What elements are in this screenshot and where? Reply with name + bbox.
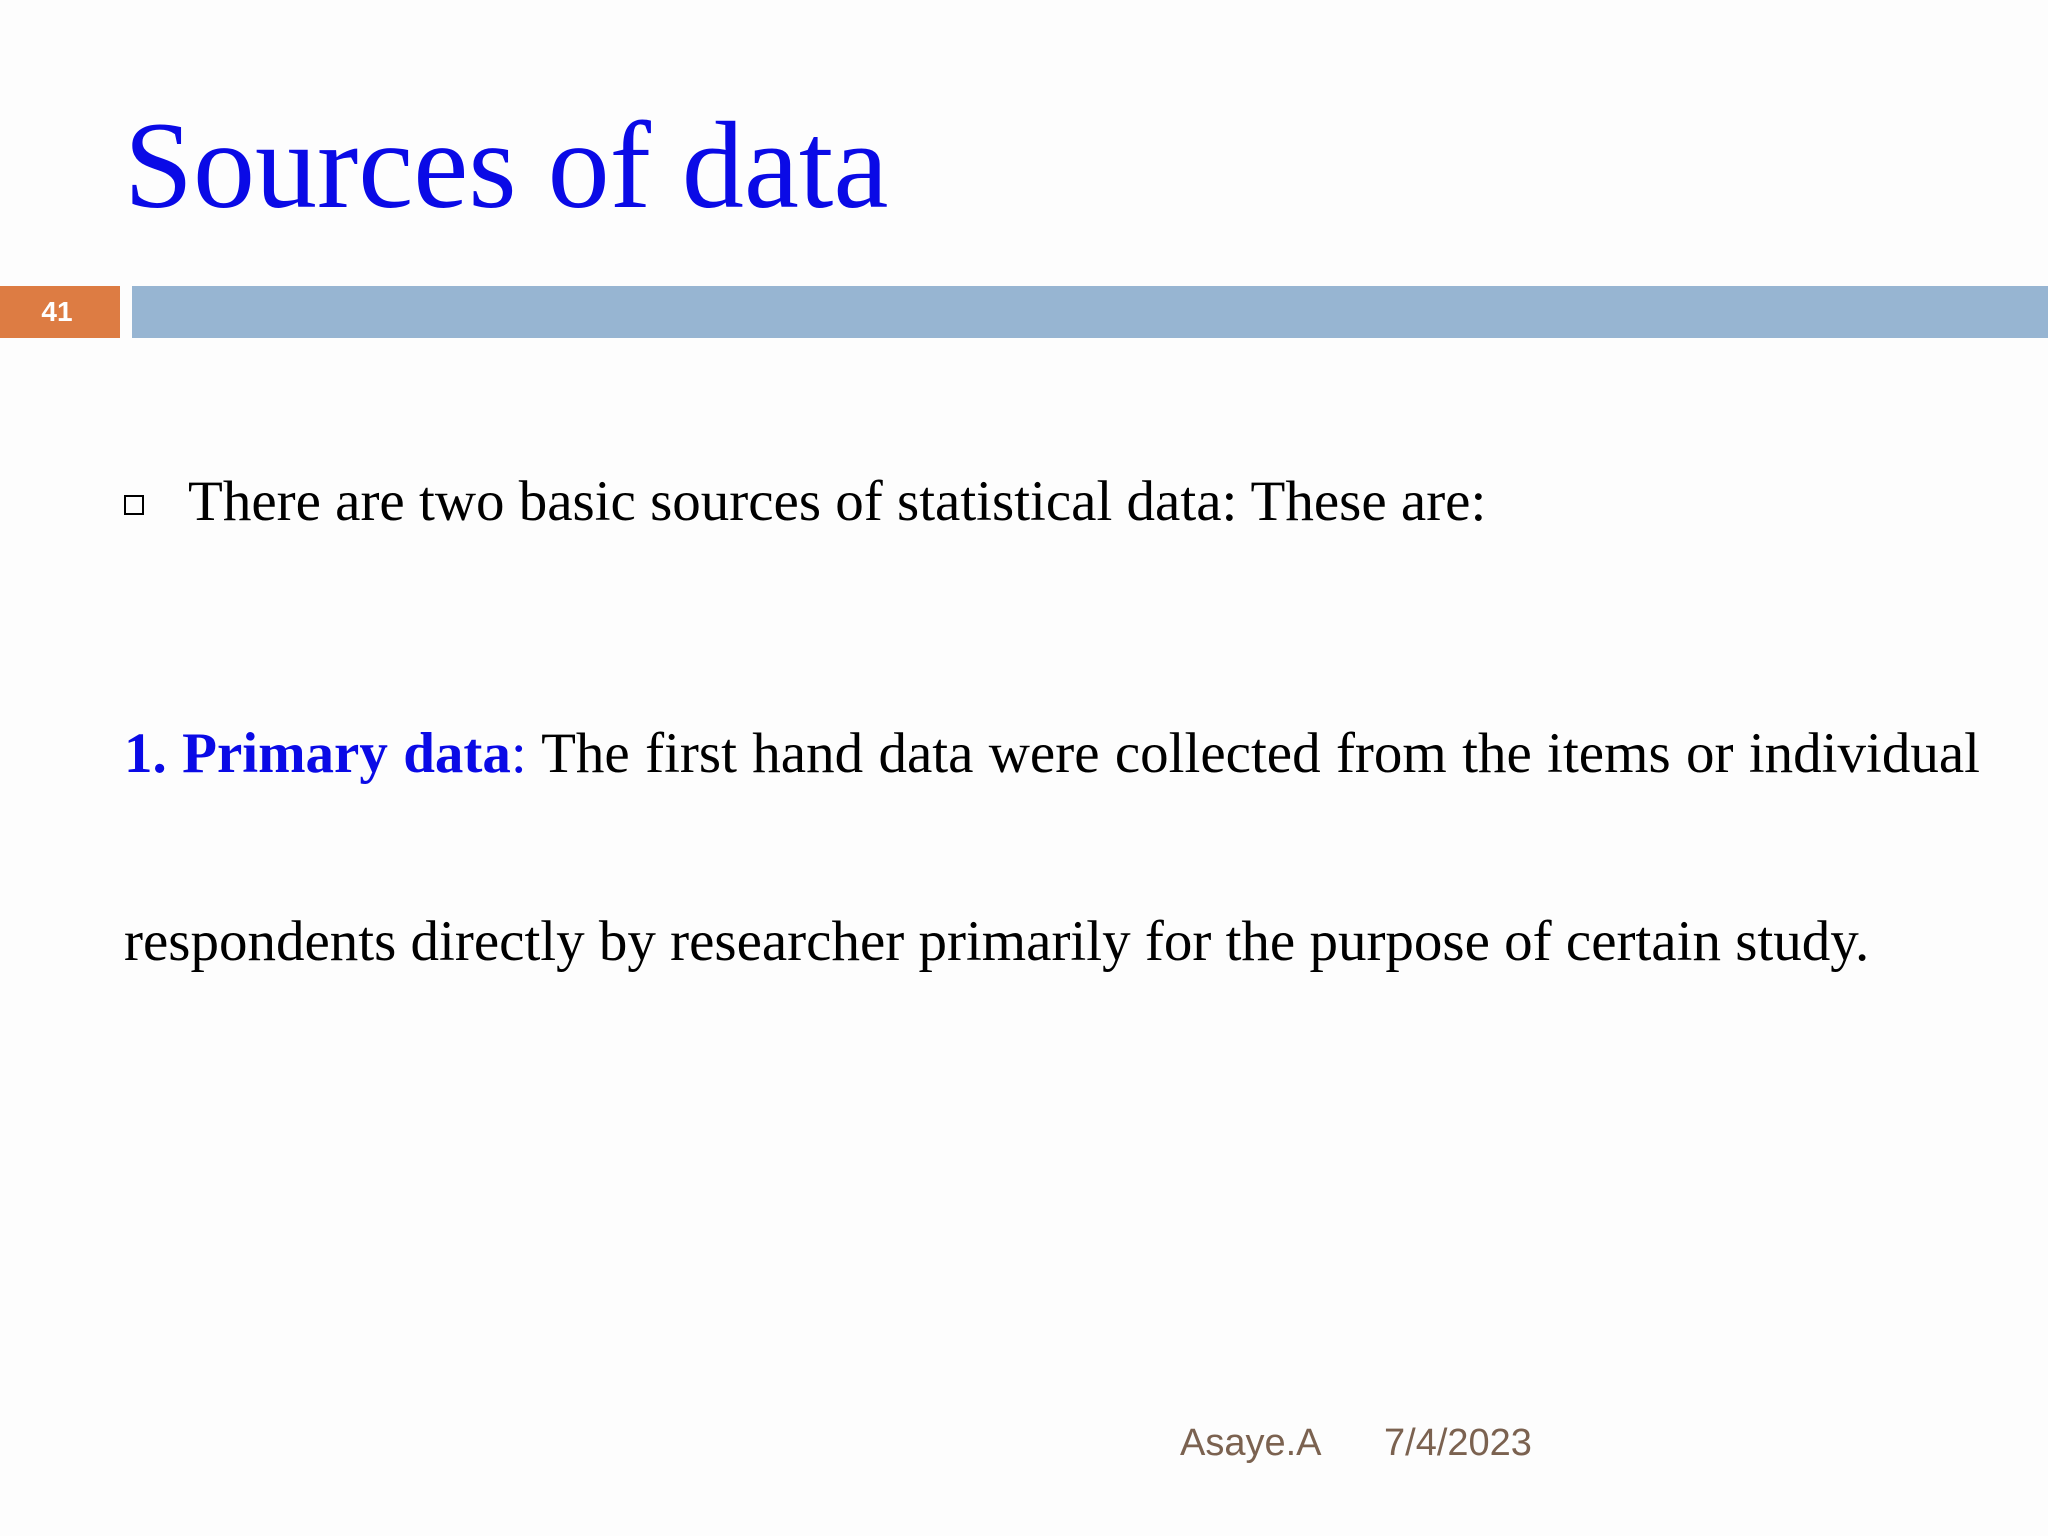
- title-divider-bar: [132, 286, 2048, 338]
- footer-date: 7/4/2023: [1384, 1422, 1532, 1464]
- primary-data-definition: [124, 660, 1980, 1036]
- bullet-item: [124, 464, 1984, 540]
- list-number: 1.: [124, 722, 167, 785]
- hollow-square-bullet-icon: [124, 495, 144, 515]
- definition-text: The first hand data were collected from the items or individual respondents directly by researcher primarily for the purpose of certain study.: [124, 722, 1980, 973]
- slide-number-badge: 41: [0, 286, 120, 338]
- bullet-text: There are two basic sources of statistical data: These are:: [188, 470, 1487, 533]
- slide-title: Sources of data: [124, 97, 889, 234]
- footer-author: Asaye.A: [1180, 1422, 1322, 1464]
- term-colon: :: [510, 722, 527, 785]
- term-primary-data: Primary data: [182, 722, 511, 785]
